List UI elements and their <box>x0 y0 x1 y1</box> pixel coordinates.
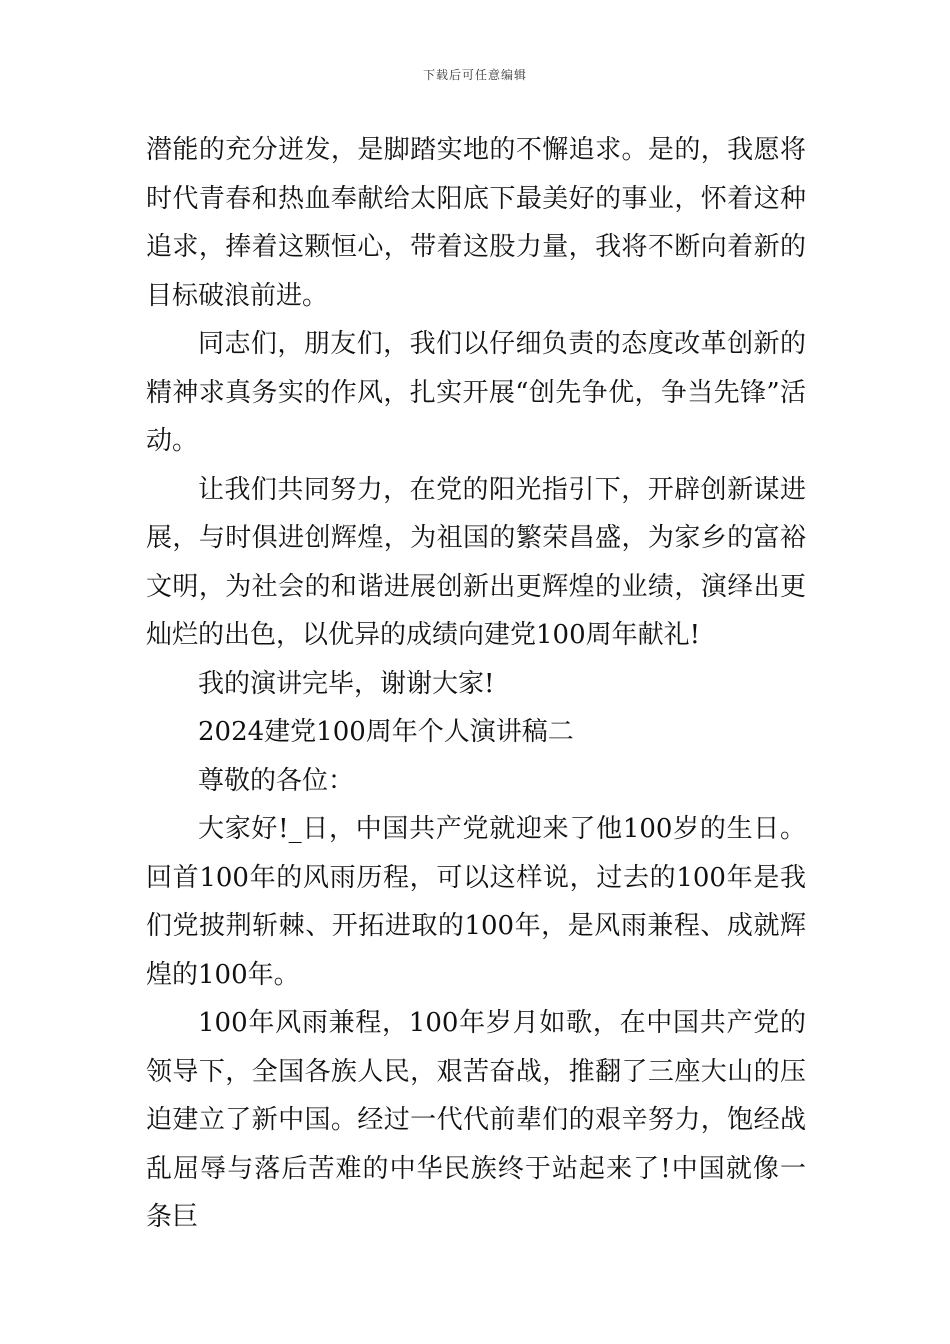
paragraph-5: 大家好!_日，中国共产党就迎来了他100岁的生日。回首100年的风雨历程，可以这样说，过去的100年是我们党披荆斩棘、开拓进取的100年，是风雨兼程、成就辉煌的100年。 <box>146 814 806 990</box>
paragraph-4: 我的演讲完毕，谢谢大家! <box>198 668 495 699</box>
section-title: 2024建党100周年个人演讲稿二 <box>198 717 574 747</box>
paragraph-3: 让我们共同努力，在党的阳光指引下，开辟创新谋进展，与时俱进创辉煌，为祖国的繁荣昌盛，为家乡的富裕文明，为社会的和谐进展创新出更辉煌的业绩，演绎出更灿烂的出色，以优异的成绩向建党100周年献礼! <box>146 474 806 650</box>
paragraph-6: 100年风雨兼程，100年岁月如歌，在中国共产党的领导下，全国各族人民，艰苦奋战，推翻了三座大山的压迫建立了新中国。经过一代代前辈们的艰辛努力，饱经战乱屈辱与落后苦难的中华民族终于站起来了!中国就像一条巨 <box>146 1008 806 1232</box>
document-body <box>146 126 806 1242</box>
salutation: 尊敬的各位： <box>198 765 355 796</box>
paragraph-2: 同志们，朋友们，我们以仔细负责的态度改革创新的精神求真务实的作风，扎实开展“创先争优，争当先锋”活动。 <box>146 329 806 456</box>
page-header-note: 下载后可任意编辑 <box>422 68 527 82</box>
paragraph-1: 潜能的充分迸发，是脚踏实地的不懈追求。是的，我愿将时代青春和热血奉献给太阳底下最美好的事业，怀着这种追求，捧着这颗恒心，带着这股力量，我将不断向着新的目标破浪前进。 <box>146 135 806 311</box>
